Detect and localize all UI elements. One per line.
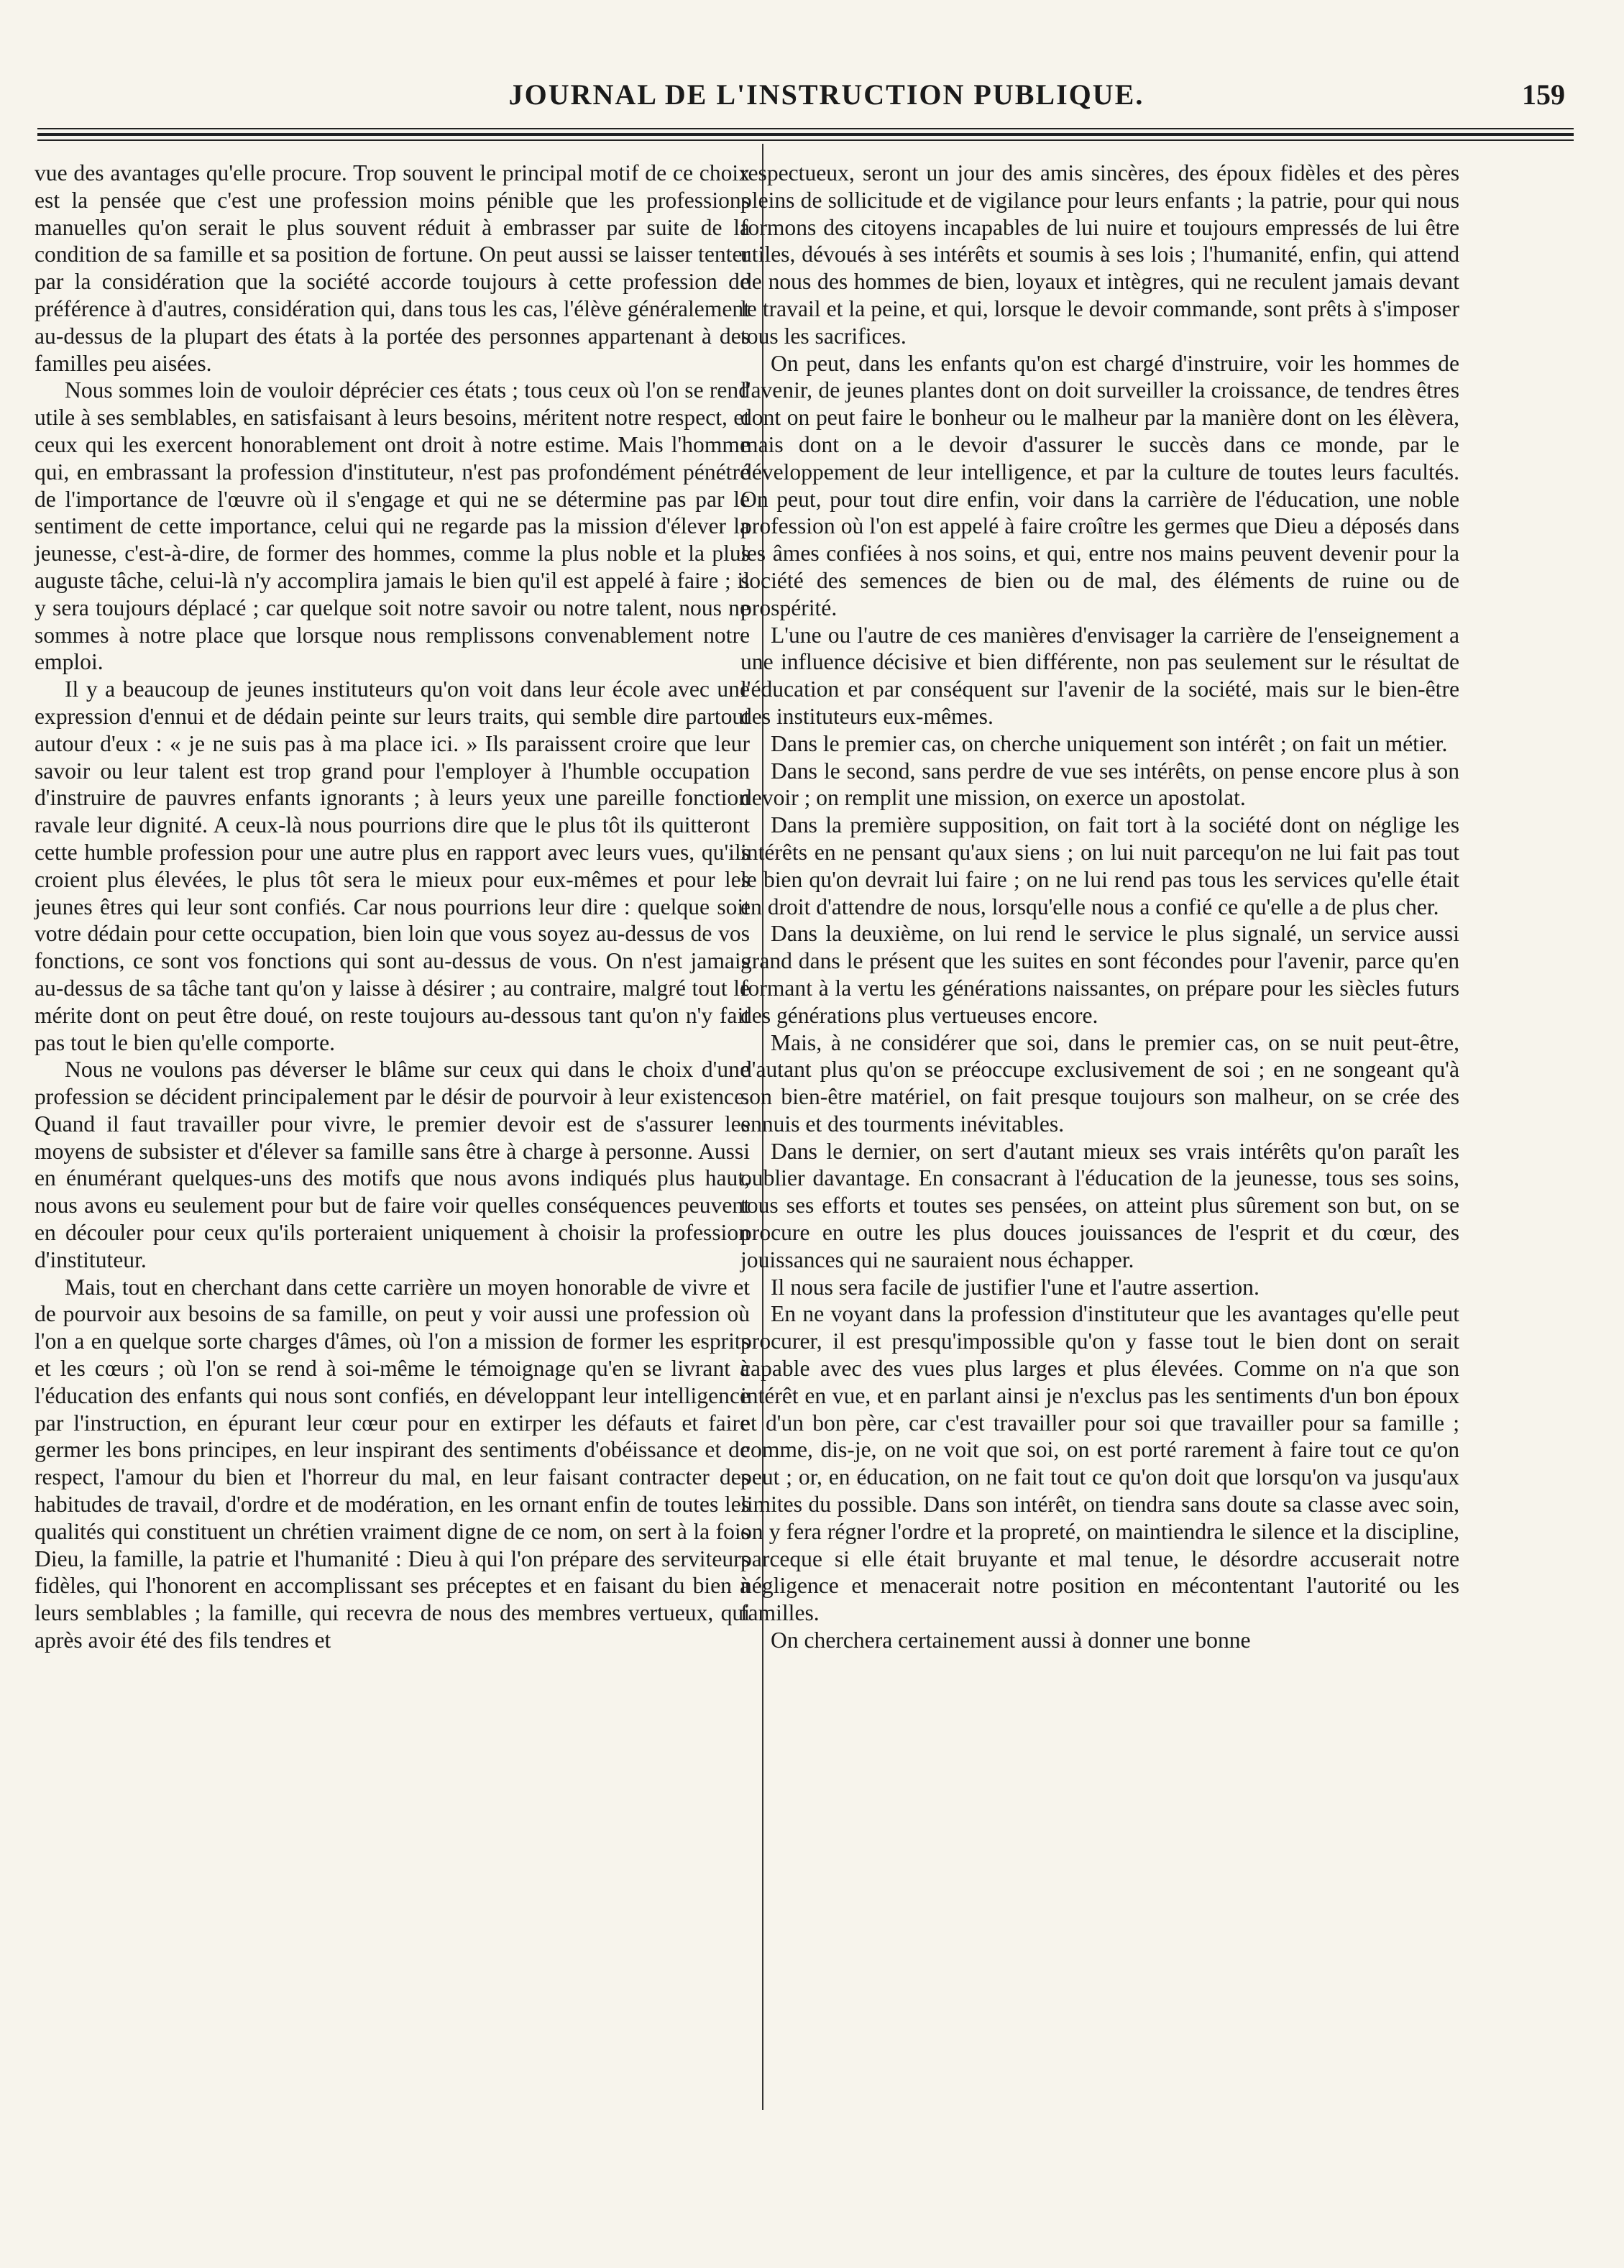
paragraph: Dans la deuxième, on lui rend le service le plus signalé, un service aussi grand dans le présent que les suites en sont fécondes pour l'avenir, parce qu'en formant à la vertu les générations naissantes, on prépare pour les siècles futurs des générations plus vertueuses encore.: [740, 921, 1459, 1028]
right-column: [740, 160, 1459, 1654]
paragraph: Il y a beaucoup de jeunes instituteurs qu'on voit dans leur école avec une expression d'ennui et de dédain peinte sur leurs traits, qui semble dire partout autour d'eux : « je ne suis pas à ma place ici. » Ils paraissent croire que leur savoir ou leur talent est trop grand pour l'employer à l'humble occupation d'instruire de pauvres enfants ignorants ; à leurs yeux une pareille fonction ravale leur dignité. A ceux-là nous pourrions dire que le plus tôt ils quitteront cette humble profession pour une autre plus en rapport avec leurs vues, qu'ils croient plus élevées, le plus tôt sera le mieux pour eux-mêmes et pour les jeunes êtres qui leur sont confiés. Car nous pourrions leur dire : quelque soit votre dédain pour cette occupation, bien loin que vous soyez au-dessus de vos fonctions, ce sont vos fonctions qui sont au-dessus de vous. On n'est jamais au-dessus de sa tâche tant qu'on y laisse à désirer ; au contraire, malgré tout le mérite dont on peut être doué, on reste toujours au-dessous tant qu'on n'y fait pas tout le bien qu'elle comporte.: [35, 676, 750, 1055]
paragraph: L'une ou l'autre de ces manières d'envisager la carrière de l'enseignement a une influence décisive et bien différente, non pas seulement sur le résultat de l'éducation et par conséquent sur l'avenir de la société, mais sur le bien-être des instituteurs eux-mêmes.: [740, 622, 1459, 729]
left-column: [35, 160, 750, 1654]
header-rule: [37, 128, 1574, 144]
journal-title: JOURNAL DE L'INSTRUCTION PUBLIQUE.: [508, 78, 1144, 111]
paragraph: Mais, tout en cherchant dans cette carrière un moyen honorable de vivre et de pourvoir aux besoins de sa famille, on peut y voir aussi une profession où l'on a en quelque sorte charges d'âmes, où l'on a mission de former les esprits et les cœurs ; où l'on se rend à soi-même le témoignage qu'en se livrant à l'éducation des enfants qui nous sont confiés, en développant leur intelligence par l'instruction, en épurant leur cœur pour en extirper les défauts et faire germer les bons principes, en leur inspirant des sentiments d'obéissance et de respect, l'amour du bien et l'horreur du mal, en leur faisant contracter des habitudes de travail, d'ordre et de modération, en les ornant enfin de toutes les qualités qui constituent un chrétien vraiment digne de ce nom, on sert à la fois Dieu, la famille, la patrie et l'humanité : Dieu à qui l'on prépare des serviteurs fidèles, qui l'honorent en accomplissant ses préceptes et en faisant du bien à leurs semblables ; la famille, qui recevra de nous des membres vertueux, qui après avoir été des fils tendres et: [35, 1274, 750, 1653]
paragraph: Dans la première supposition, on fait tort à la société dont on néglige les intérêts en ne pensant qu'aux siens ; on lui nuit parcequ'on ne lui fait pas tout le bien qu'on devrait lui faire ; on ne lui rend pas tous les services qu'elle était en droit d'attendre de nous, lorsqu'elle nous a confié ce qu'elle a de plus cher.: [740, 812, 1459, 919]
paragraph: vue des avantages qu'elle procure. Trop souvent le principal motif de ce choix est la pensée que c'est une profession moins pénible que les professions manuelles qu'on serait le plus souvent réduit à embrasser par suite de la condition de sa famille et sa position de fortune. On peut aussi se laisser tenter par la considération que la société accorde toujours à cette profession de préférence à d'autres, considération qui, dans tous les cas, l'élève généralement au-dessus de la plupart des états à la portée des personnes appartenant à des familles peu aisées.: [35, 160, 750, 376]
paragraph: On peut, dans les enfants qu'on est chargé d'instruire, voir les hommes de l'avenir, de jeunes plantes dont on doit surveiller la croissance, de tendres êtres dont on peut faire le bonheur ou le malheur par la manière dont on les élèvera, mais dont on a le devoir d'assurer le succès dans ce monde, par le développement de leur intelligence, et par la culture de toutes leurs facultés. On peut, pour tout dire enfin, voir dans la carrière de l'éducation, une noble profession où l'on est appelé à faire croître les germes que Dieu a déposés dans les âmes confiées à nos soins, et qui, entre nos mains peuvent devenir pour la société des semences de bien ou de mal, des éléments de ruine ou de prospérité.: [740, 350, 1459, 620]
paragraph: respectueux, seront un jour des amis sincères, des époux fidèles et des pères pleins de sollicitude et de vigilance pour leurs enfants ; la patrie, pour qui nous formons des citoyens incapables de lui nuire et toujours empressés de lui être utiles, dévoués à ses intérêts et soumis à ses lois ; l'humanité, enfin, qui attend de nous des hommes de bien, loyaux et intègres, qui ne reculent jamais devant le travail et la peine, et qui, lorsque le devoir commande, sont prêts à s'imposer tous les sacrifices.: [740, 160, 1459, 349]
paragraph: Dans le dernier, on sert d'autant mieux ses vrais intérêts qu'on paraît les oublier davantage. En consacrant à l'éducation de la jeunesse, tous ses soins, tous ses efforts et toutes ses pensées, on atteint plus sûrement son but, on se procure en outre les plus douces jouissances de l'esprit et du cœur, des jouissances qui ne sauraient nous échapper.: [740, 1138, 1459, 1272]
paragraph: Dans le premier cas, on cherche uniquement son intérêt ; on fait un métier.: [771, 730, 1448, 756]
paragraph: Mais, à ne considérer que soi, dans le premier cas, on se nuit peut-être, d'autant plus qu'on se préoccupe exclusivement de soi ; en ne songeant qu'à son bien-être matériel, on fait presque toujours son malheur, on se crée des ennuis et des tourments inévitables.: [740, 1029, 1459, 1137]
paragraph: En ne voyant dans la profession d'instituteur que les avantages qu'elle peut procurer, il est presqu'impossible qu'on y fasse tout le bien dont on serait capable avec des vues plus larges et plus élevées. Comme on n'a que son intérêt en vue, et en parlant ainsi je n'exclus pas les sentiments d'un bon époux et d'un bon père, car c'est travailler pour soi que travailler pour sa famille ; comme, dis-je, on ne voit que soi, on est porté rarement à faire tout ce qu'on peut ; or, en éducation, on ne fait tout ce qu'on doit que lorsqu'on va jusqu'aux limites du possible. Dans son intérêt, on tiendra sans doute sa classe avec soin, on y fera régner l'ordre et la propreté, on maintiendra le silence et la discipline, parceque si elle était bruyante et mal tenue, le désordre accuserait notre négligence et menacerait notre position en mécontentant l'autorité ou les familles.: [740, 1301, 1459, 1626]
paragraph: Il nous sera facile de justifier l'une et l'autre assertion.: [771, 1274, 1260, 1300]
page-header: [29, 66, 1574, 116]
paragraph: Dans le second, sans perdre de vue ses intérêts, on pense encore plus à son devoir ; on remplit une mission, on exerce un apostolat.: [740, 758, 1459, 811]
paragraph: Nous sommes loin de vouloir déprécier ces états ; tous ceux où l'on se rend utile à ses semblables, en satisfaisant à leurs besoins, méritent notre respect, et ceux qui les exercent honorablement ont droit à notre estime. Mais l'homme qui, en embrassant la profession d'instituteur, n'est pas profondément pénétré de l'importance de l'œuvre où il s'engage et qui ne se détermine pas par le sentiment de cette importance, celui qui ne regarde pas la mission d'élever la jeunesse, c'est-à-dire, de former des hommes, comme la plus noble et la plus auguste tâche, celui-là n'y accomplira jamais le bien qu'il est appelé à faire ; il y sera toujours déplacé ; car quelque soit notre savoir ou notre talent, nous ne sommes à notre place que lorsque nous remplissons convenablement notre emploi.: [35, 377, 750, 675]
page-number: 159: [1522, 78, 1565, 111]
paragraph: Nous ne voulons pas déverser le blâme sur ceux qui dans le choix d'une profession se décident principalement par le désir de pourvoir à leur existence. Quand il faut travailler pour vivre, le premier devoir est de s'assurer les moyens de subsister et d'élever sa famille sans être à charge à personne. Aussi en énumérant quelques-uns des motifs que nous avons indiqués plus haut, nous avons eu seulement pour but de faire voir quelles conséquences peuvent en découler pour ceux qu'ils porteraient uniquement à choisir la profession d'instituteur.: [35, 1057, 750, 1272]
paragraph: On cherchera certainement aussi à donner une bonne: [771, 1627, 1251, 1653]
